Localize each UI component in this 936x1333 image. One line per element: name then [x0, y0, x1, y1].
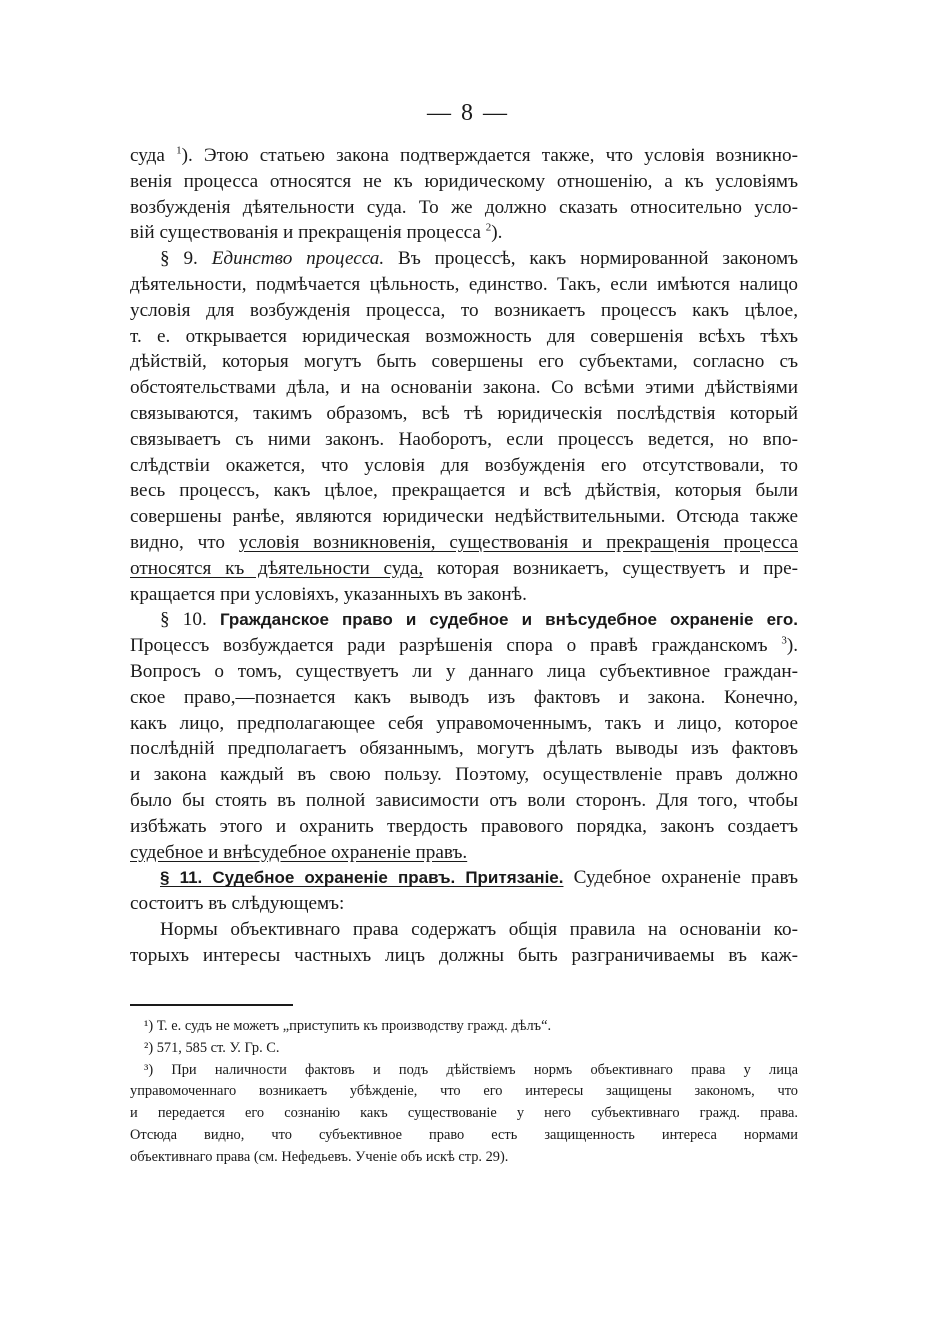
text-run: ). [491, 222, 503, 244]
text-run: Вопросъ о томъ, существуетъ ли у даннаго лица субъективное граждан- [130, 660, 798, 682]
text-line [130, 375, 798, 401]
footnote-divider [130, 1004, 293, 1006]
body-text [130, 143, 798, 969]
text-run: Нормы объективнаго права содержатъ общія правила на основаніи ко- [160, 918, 798, 940]
text-line [130, 324, 798, 350]
text-line [130, 349, 798, 375]
footnote-line: Отсюда видно, что субъективное право есть защищенность интереса нормами [130, 1126, 798, 1143]
footnotes [130, 1016, 798, 1169]
text-line [130, 582, 798, 608]
text-line [130, 711, 798, 737]
text-run: Процессъ возбуждается ради разрѣшенія спора о правѣ гражданскомъ [130, 635, 782, 657]
text-run: дѣятельности, подмѣчается цѣльность, единство. Такъ, если имѣются налицо [130, 273, 798, 295]
footnote-line: ³) При наличности фактовъ и подъ дѣйствіемъ нормъ объективнаго права у лица [144, 1061, 798, 1078]
text-line [130, 762, 798, 788]
text-line [130, 220, 798, 246]
text-run: суда [130, 145, 177, 166]
text-line [130, 607, 798, 633]
text-run: § 9. [160, 248, 212, 270]
text-run: дѣйствій, которыя могутъ быть совершены его субъектами, согласно съ [130, 351, 798, 373]
text-run: состоитъ въ слѣдующемъ: [130, 893, 345, 915]
text-line [130, 272, 798, 298]
text-run: весь процессъ, какъ цѣлое, прекращается и всѣ дѣйствія, которыя были [130, 480, 798, 502]
text-run: условія для возбужденія процесса, то возникаетъ процессъ какъ цѣлое, [130, 299, 798, 321]
text-line [130, 736, 798, 762]
text-line [130, 401, 798, 427]
text-line [130, 865, 798, 891]
page-number: — 8 — [427, 100, 509, 126]
text-run: относятся къ дѣятельности суда, [130, 557, 424, 579]
text-run: венія процесса относятся не къ юридическому отношенію, а къ условіямъ [130, 170, 798, 192]
footnote-line: ¹) Т. е. судъ не можетъ „приступить къ производству гражд. дѣлъ“. [144, 1018, 552, 1034]
text-run: § 10. [160, 609, 220, 631]
text-line [130, 427, 798, 453]
footnote-line: управомоченнаго возникаетъ убѣжденіе, что его интересы защищены закономъ, что [130, 1083, 798, 1100]
text-line [130, 633, 798, 659]
text-run: торыхъ интересы частныхъ лицъ должны быть разграничиваемы въ каж- [130, 944, 798, 966]
text-line [130, 195, 798, 221]
text-line [130, 943, 798, 969]
text-line [130, 530, 798, 556]
text-run: т. е. открывается юридическая возможность для совершенія всѣхъ тѣхъ [130, 325, 798, 347]
text-run: связываетъ съ ними законъ. Наоборотъ, если процессъ ведется, но впо- [130, 428, 798, 450]
text-run: условія возникновенія, существованія и прекращенія процесса [238, 531, 798, 553]
text-run: послѣдній предполагаетъ обязаннымъ, могутъ дѣлать выводы изъ фактовъ [130, 738, 798, 760]
text-line [130, 169, 798, 195]
text-line [130, 840, 798, 866]
text-line [130, 143, 798, 169]
text-line [130, 814, 798, 840]
text-run: которая возникаетъ, существуетъ и пре- [423, 557, 798, 579]
footnote-ref: 2 [485, 222, 492, 234]
text-run: § 11. Судебное охраненіе правъ. Притязаніе. [160, 868, 564, 888]
text-line [130, 478, 798, 504]
text-run: Единство процесса. [211, 248, 385, 270]
text-run: судебное и внѣсудебное охраненіе правъ. [130, 841, 468, 863]
text-run: слѣдствіи окажется, что условія для возбужденія его отсутствовали, то [130, 454, 798, 476]
text-run: ское право,—познается какъ выводъ изъ фактовъ и закона. Конечно, [130, 686, 798, 708]
text-run: Въ процессѣ, какъ нормированной закономъ [384, 248, 799, 270]
text-line [130, 298, 798, 324]
text-line [130, 556, 798, 582]
text-line [130, 453, 798, 479]
text-line [130, 891, 798, 917]
text-run: избѣжать этого и охранить твердость правового порядка, законъ создаетъ [130, 815, 798, 837]
text-run: Гражданское право и судебное и внѣсудебное охраненіе его. [219, 610, 798, 630]
text-run: какъ лицо, предполагающее себя управомоченнымъ, такъ и лицо, которое [130, 712, 798, 734]
footnote-line: объективнаго права (см. Нефедьевъ. Ученіе объ искѣ стр. 29). [130, 1148, 509, 1165]
text-run: и закона каждый въ свою пользу. Поэтому, осуществленіе правъ должно [130, 764, 798, 786]
text-run: связываются, такимъ образомъ, всѣ тѣ юридическія послѣдствія который [130, 402, 798, 424]
text-run: ). [786, 635, 798, 657]
text-run: было бы стоять въ полной зависимости отъ воли сторонъ. Для того, чтобы [130, 789, 798, 811]
text-line [130, 788, 798, 814]
text-run: видно, что [130, 531, 239, 553]
footnote-ref: 1 [176, 144, 182, 157]
text-run: кращается при условіяхъ, указанныхъ въ законѣ. [130, 583, 527, 605]
text-line [130, 659, 798, 685]
text-line [130, 917, 798, 943]
text-run: возбужденія дѣятельности суда. То же должно сказать относительно усло- [130, 196, 798, 218]
footnote-line: ²) 571, 585 ст. У. Гр. С. [144, 1039, 280, 1056]
text-run: обстоятельствами дѣла, и на основаніи закона. Со всѣми этими дѣйствіями [130, 377, 798, 399]
text-run: Судебное охраненіе правъ [563, 867, 798, 889]
text-run: ). Этою статьею закона подтверждается также, что условія возникно- [181, 145, 798, 166]
text-run: вій существованія и прекращенія процесса [130, 222, 486, 244]
footnote-line: и передается его сознанію какъ существованіе у него субъективнаго гражд. права. [130, 1105, 798, 1122]
text-line [130, 246, 798, 272]
text-run: совершены ранѣе, являются юридически недѣйствительными. Отсюда также [130, 506, 798, 528]
text-line [130, 685, 798, 711]
text-line [130, 504, 798, 530]
footnote-ref: 3 [781, 634, 787, 647]
